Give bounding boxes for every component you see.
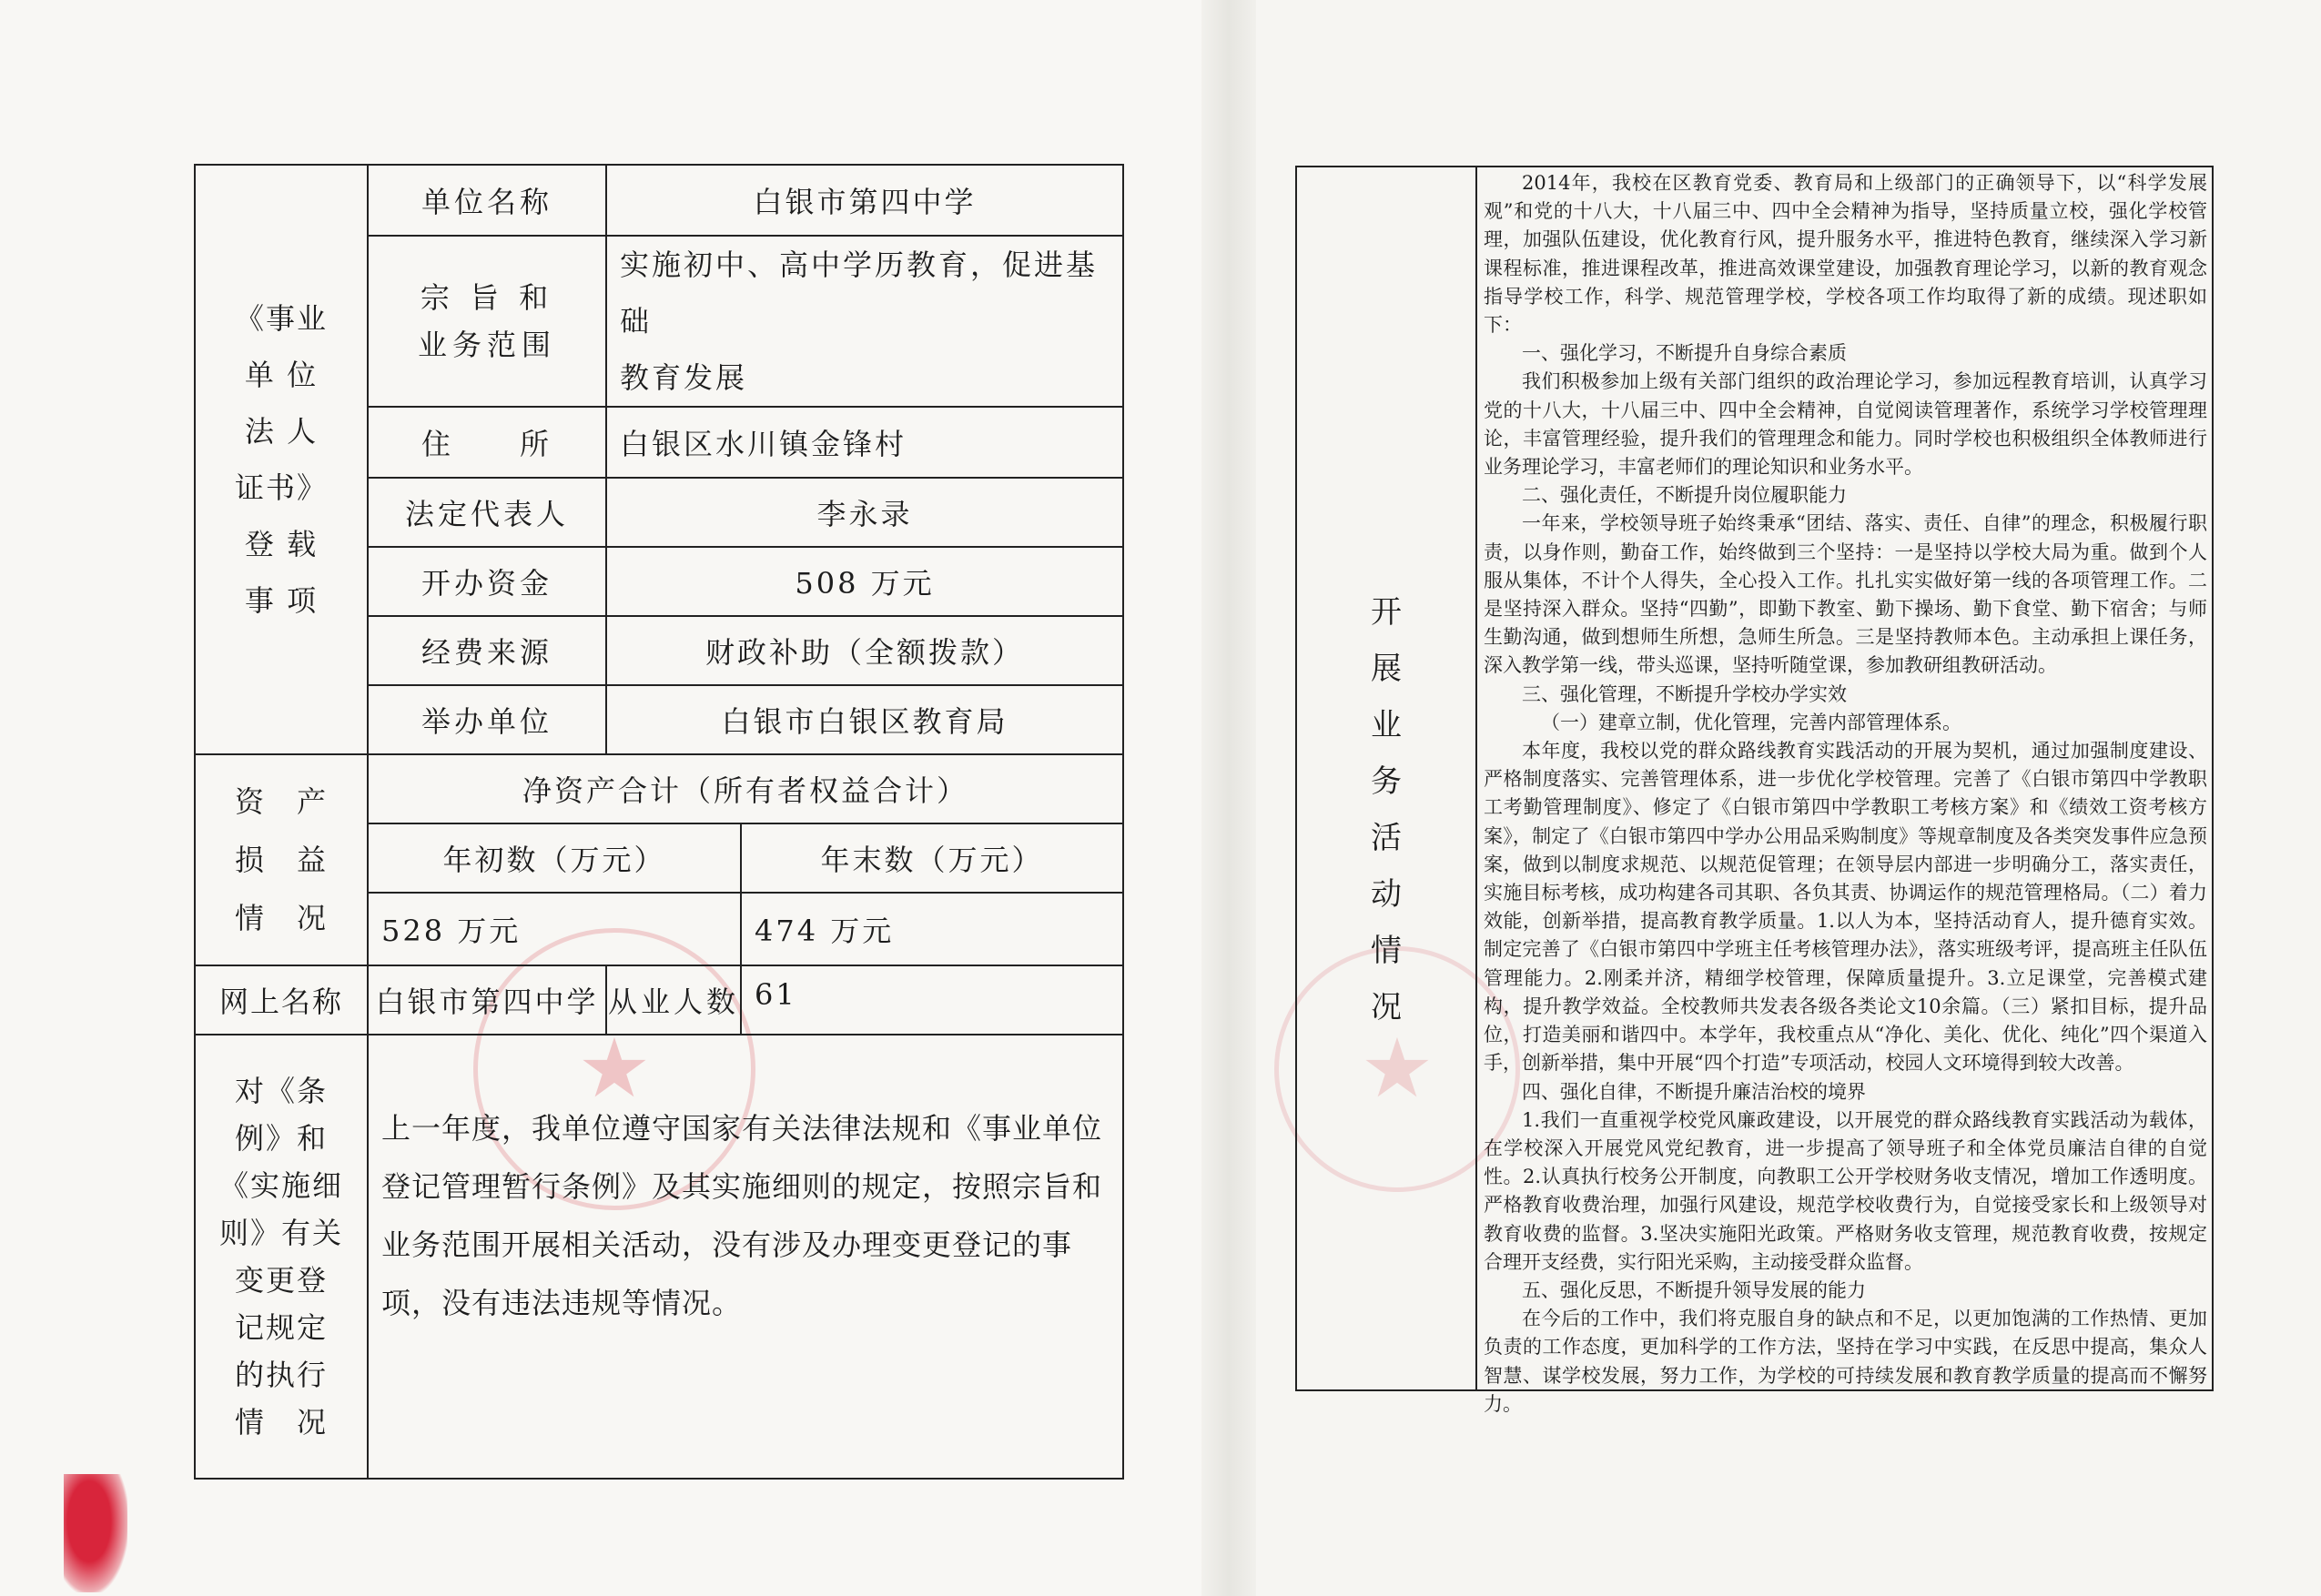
capital-label: 开办资金 [368,547,606,616]
legal-rep-label: 法定代表人 [368,478,606,547]
report-paragraph: 我们积极参加上级有关部门组织的政治理论学习，参加远程教育培训，认真学习党的十八大，十八届三中、四中全会精神，自觉阅读管理著作，系统学习学校管理理论，丰富管理经验，提升我们的管理理念和能力。同时学校也积极组织全体教师进行业务理论学习，丰富老师们的理论知识和业务水平。 [1484,370,2207,479]
net-assets-header: 净资产合计（所有者权益合计） [368,754,1123,823]
year-end-value: 474 万元 [741,893,1123,965]
staff-count-label: 从业人数 [606,965,741,1035]
compliance-statement: 上一年度，我单位遵守国家有关法律法规和《事业单位登记管理暂行条例》及其实施细则的规定，按照宗旨和业务范围开展相关活动，没有涉及办理变更登记的事项，没有违法违规等情况。 [368,1035,1123,1479]
legal-rep-value: 李永录 [606,478,1123,547]
page-fold [1201,0,1256,1596]
year-begin-value: 528 万元 [368,893,741,965]
online-name-value: 白银市第四中学 [368,965,606,1035]
funding-value: 财政补助（全额拨款） [606,616,1123,685]
staff-count-value: 61 [741,965,1123,1035]
activities-report-text [1484,169,2207,1419]
report-paragraph: 本年度，我校以党的群众路线教育实践活动的开展为契机，通过加强制度建设、严格制度落实、完善管理体系，进一步优化学校管理。完善了《白银市第四中学教职工考勤管理制度》、修定了《白银市第四中学教职工考核方案》和《绩效工资考核方案》，制定了《白银市第四中学办公用品采购制度》等规章制度及各类突发事件应急预案，做到以制度求规范、以规范促管理；在领导层内部进一步明确分工，落实责任，实施目标考核，成功构建各司其职、各负其责、协调运作的规范管理格局。（二）着力效能，创新举措，提高教育教学质量。1.以人为本，坚持活动育人，提升德育实效。制定完善了《白银市第四中学班主任考核管理办法》，落实班级考评，提高班主任队伍管理能力。2.刚柔并济，精细学校管理，保障质量提升。3.立足课堂，完善模式建构，提升教学效益。全校教师共发表各级各类论文10余篇。（三）紧扣目标，提升品位，打造美丽和谐四中。本学年，我校重点从“净化、美化、优化、纯化”四个渠道入手，创新举措，集中开展“四个打造”专项活动，校园人文环境得到较大改善。 [1484,740,2207,1075]
address-label: 住 所 [368,407,606,478]
report-paragraph: 在今后的工作中，我们将克服自身的缺点和不足，以更加饱满的工作热情、更加负责的工作态度，更加科学的工作方法，坚持在学习中实践，在反思中提高，集众人智慧、谋学校发展，努力工作，为学校的可持续发展和教育教学质量的提高而不懈努力。 [1484,1308,2207,1415]
year-end-header: 年末数（万元） [741,823,1123,893]
funding-label: 经费来源 [368,616,606,685]
online-name-label: 网上名称 [195,965,368,1035]
assets-label: 资 产 损 益 情 况 [195,754,368,965]
capital-value: 508 万元 [606,547,1123,616]
compliance-label: 对《条 例》和 《实施细 则》有关 变更登 记规定 的执行 情 况 [195,1035,368,1479]
activities-label: 开 展 业 务 活 动 情 况 [1297,167,1477,1389]
purpose-value: 实施初中、高中学历教育，促进基础 教育发展 [606,236,1123,407]
report-heading: 三、强化管理，不断提升学校办学实效 [1522,682,1847,705]
sponsor-value: 白银市白银区教育局 [606,685,1123,754]
report-heading: 四、强化自律，不断提升廉洁治校的境界 [1522,1080,1866,1103]
unit-name-value: 白银市第四中学 [606,165,1123,236]
seal-stamp-left: ★ [473,928,755,1210]
report-heading: 二、强化责任，不断提升岗位履职能力 [1522,484,1847,507]
activities-form [1295,166,2214,1415]
report-heading: （一）建章立制，优化管理，完善内部管理体系。 [1541,711,1961,733]
sponsor-label: 举办单位 [368,685,606,754]
report-paragraph: 1.我们一直重视学校党风廉政建设，以开展党的群众路线教育实践活动为载体，在学校深入开展党风党纪教育，进一步提高了领导班子和全体党员廉洁自律的自觉性。2.认真执行校务公开制度，向教职工公开学校财务收支情况，增加工作透明度。严格教育收费治理，加强行风建设，规范学校收费行为，自觉接受家长和上级领导对教育收费的监督。3.坚决实施阳光政策。严格财务收支管理，规范教育收费，按规定合理开支经费，实行阳光采购，主动接受群众监督。 [1484,1108,2207,1273]
report-heading: 一、强化学习，不断提升自身综合素质 [1522,342,1847,365]
report-paragraph: 2014年，我校在区教育党委、教育局和上级部门的正确领导下，以“科学发展观”和党的十八大，十八届三中、四中全会精神为指导，坚持质量立校，强化学校管理，加强队伍建设，优化教育行风，提升服务水平，推进特色教育，继续深入学习新课程标准，推进课程改革，推进高效课堂建设，加强教育理论学习，以新的教育观念指导学校工作，科学、规范管理学校，学校各项工作均取得了新的成绩。现述职如下： [1484,172,2207,337]
red-ink-mark [64,1474,127,1592]
report-heading: 五、强化反思，不断提升领导发展的能力 [1522,1278,1866,1301]
purpose-label: 宗 旨 和 业务范围 [368,236,606,407]
address-value: 白银区水川镇金锋村 [606,407,1123,478]
report-paragraph: 一年来，学校领导班子始终秉承“团结、落实、责任、自律”的理念，积极履行职责，以身作则，勤奋工作，始终做到三个坚持：一是坚持以学校大局为重。做到个人服从集体，不计个人得失，全心投入工作。扎扎实实做好第一线的各项管理工作。二是坚持深入群众。坚持“四勤”，即勤下教室、勤下操场、勤下食堂、勤下宿舍；与师生勤沟通，做到想师生所想，急师生所急。三是坚持教师本色。主动承担上课任务，深入教学第一线，带头巡课，坚持听随堂课，参加教研组教研活动。 [1484,512,2207,677]
unit-name-label: 单位名称 [368,165,606,236]
registration-form [194,164,1124,1480]
seal-stamp-right: ★ [1274,946,1520,1192]
certificate-items-label: 《事业 单 位 法 人 证书》 登 载 事 项 [195,165,368,754]
year-begin-header: 年初数（万元） [368,823,741,893]
